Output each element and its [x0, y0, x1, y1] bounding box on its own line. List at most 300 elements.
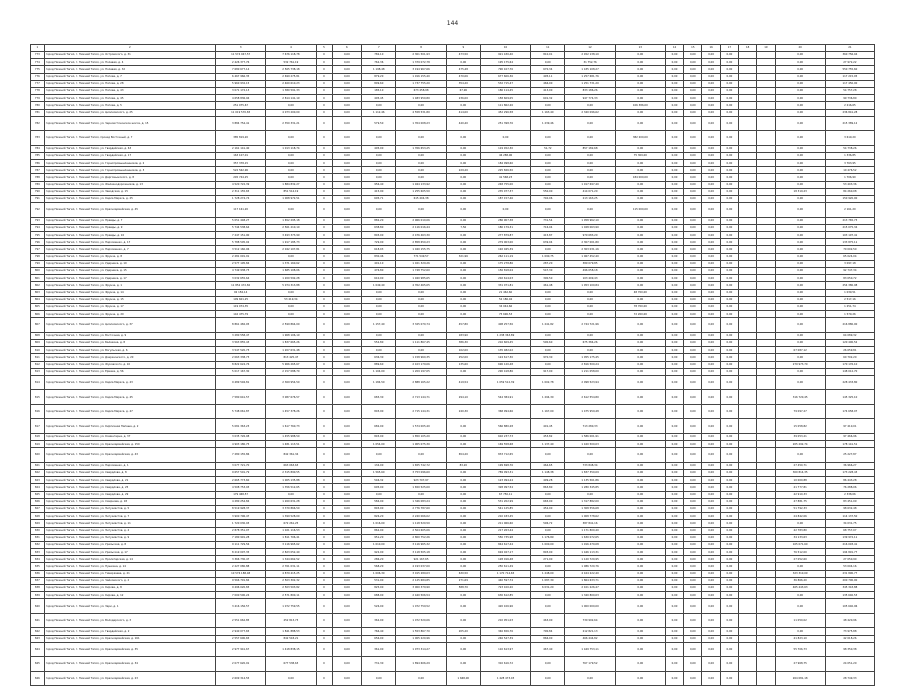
table-row — [31, 527, 875, 534]
value-cell: 499,28 — [531, 477, 565, 484]
value-cell: 0,00 — [720, 303, 738, 310]
table-row — [31, 59, 875, 66]
value-cell: 0,00 — [684, 419, 702, 434]
table-row — [31, 167, 875, 174]
value-cell: 0,00 — [332, 419, 362, 434]
value-cell: 2 557 600,65 — [216, 635, 266, 642]
table-row — [31, 477, 875, 484]
value-cell: 1 917 185,73 — [266, 239, 316, 246]
value-cell: 0,00 — [684, 563, 702, 570]
value-cell: 0,00 — [396, 347, 446, 354]
value-cell: 0,00 — [615, 253, 665, 260]
value-cell: 0,00 — [446, 145, 480, 152]
value-cell: 216 609,45 — [480, 340, 530, 347]
value-cell: 98 632,48 — [825, 505, 874, 512]
value-cell: 0,00 — [665, 289, 683, 296]
value-cell: 0,00 — [332, 66, 362, 73]
value-cell: 0,00 — [665, 253, 683, 260]
value-cell: 1 884 832,27 — [266, 181, 316, 188]
value-cell: 552,80 — [362, 340, 396, 347]
value-cell: 2 440 506,54 — [396, 592, 446, 599]
value-cell: 0,00 — [775, 109, 825, 116]
value-cell: 205 292,74 — [775, 441, 825, 448]
row-number-cell: 825 — [31, 491, 45, 498]
value-cell: 271,69 — [446, 577, 480, 584]
value-cell — [757, 311, 775, 318]
value-cell: 1 170 714,65 — [480, 570, 530, 577]
value-cell: 67 750,11 — [480, 491, 530, 498]
value-cell: 0 — [316, 657, 332, 672]
value-cell: 1 017 697,40 — [565, 181, 615, 188]
value-cell: 0,00 — [332, 174, 362, 181]
value-cell: 8 822 624,76 — [216, 361, 266, 368]
value-cell: 0,00 — [531, 203, 565, 218]
value-cell: 0,00 — [531, 671, 565, 686]
table-row — [31, 628, 875, 635]
value-cell: 1 894 606,29 — [396, 657, 446, 672]
value-cell: 0,00 — [266, 289, 316, 296]
value-cell: 3 763,95 — [825, 160, 874, 167]
value-cell: 1 163,40 — [531, 109, 565, 116]
table-row — [31, 318, 875, 333]
value-cell: 3 753 096,60 — [396, 470, 446, 477]
address-cell: город Нижний Тагил, г. Нижний Тагил, ул. Смирнова, д. 18 — [44, 498, 215, 505]
value-cell: 0,00 — [332, 657, 362, 672]
address-cell: город Нижний Тагил, г. Нижний Тагил, ул. Заводская, д. 15 — [44, 188, 215, 195]
value-cell: 1 002,78 — [531, 375, 565, 390]
value-cell: 0,00 — [702, 527, 720, 534]
value-cell: 0,00 — [332, 181, 362, 188]
value-cell: 0,00 — [702, 484, 720, 491]
value-cell: 27 050,90 — [825, 556, 874, 563]
value-cell: 1 837 665,26 — [266, 340, 316, 347]
value-cell: 0,00 — [720, 635, 738, 642]
value-cell: 0,00 — [720, 340, 738, 347]
value-cell: 2 713 144,71 — [396, 390, 446, 405]
value-cell: 1 864 633,71 — [565, 577, 615, 584]
value-cell: 117 161,20 — [216, 203, 266, 218]
value-cell: 0,00 — [702, 296, 720, 303]
value-cell: 142 475,79 — [216, 311, 266, 318]
row-number-cell: 819 — [31, 441, 45, 448]
value-cell: 0,00 — [362, 448, 396, 463]
value-cell: 0,00 — [446, 477, 480, 484]
table-row — [31, 368, 875, 375]
value-cell: 0,00 — [775, 592, 825, 599]
value-cell: 921 430,40 — [480, 52, 530, 59]
value-cell: 213 765,73 — [825, 217, 874, 224]
table-row — [31, 390, 875, 405]
value-cell: 0,00 — [332, 318, 362, 333]
value-cell: 21 462,60 — [480, 289, 530, 296]
value-cell: 0,00 — [332, 462, 362, 469]
value-cell: 0,00 — [720, 253, 738, 260]
value-cell: 0 — [316, 116, 332, 131]
table-row — [31, 570, 875, 577]
value-cell — [739, 613, 757, 628]
value-cell: 0 — [316, 246, 332, 253]
table-row — [31, 642, 875, 657]
value-cell: 0,00 — [665, 671, 683, 686]
value-cell: 8 219 097,35 — [216, 549, 266, 556]
value-cell — [757, 404, 775, 419]
value-cell: 0,00 — [332, 556, 362, 563]
value-cell: 0 — [316, 95, 332, 102]
value-cell: 0 — [316, 59, 332, 66]
value-cell: 0,00 — [446, 491, 480, 498]
value-cell: 0 — [316, 491, 332, 498]
value-cell — [739, 260, 757, 267]
value-cell: 1 055 175,45 — [565, 354, 615, 361]
value-cell: 382 200,00 — [615, 131, 665, 146]
value-cell — [757, 577, 775, 584]
value-cell: 178 141,51 — [825, 441, 874, 448]
value-cell: 6 031,20 — [531, 585, 565, 592]
value-cell: 0 — [316, 642, 332, 657]
value-cell: 0,00 — [684, 296, 702, 303]
value-cell: 917,00 — [531, 368, 565, 375]
value-cell: 733 848,34 — [565, 462, 615, 469]
value-cell: 0,00 — [702, 671, 720, 686]
value-cell: 0,00 — [702, 174, 720, 181]
value-cell: 0,00 — [684, 570, 702, 577]
value-cell: 452 813,73 — [266, 613, 316, 628]
value-cell: 0,00 — [332, 282, 362, 289]
value-cell: 0,00 — [720, 224, 738, 231]
column-number-cell: 8 — [396, 45, 446, 52]
value-cell: 0,00 — [720, 73, 738, 80]
column-number-row — [31, 45, 875, 52]
value-cell: 4 164 222,40 — [565, 570, 615, 577]
value-cell: 72 200,00 — [615, 311, 665, 318]
row-number-cell: 813 — [31, 368, 45, 375]
value-cell: 0,00 — [565, 160, 615, 167]
value-cell: 0,00 — [266, 102, 316, 109]
value-cell: 0,00 — [665, 260, 683, 267]
value-cell: 0,00 — [702, 152, 720, 159]
value-cell: 879,20 — [362, 73, 396, 80]
value-cell: 2 307 001,80 — [565, 239, 615, 246]
value-cell — [739, 59, 757, 66]
address-cell: город Нижний Тагил, г. Нижний Тагил, ул. Попова, д. 28 — [44, 80, 215, 87]
value-cell: 0,00 — [665, 116, 683, 131]
value-cell: 1 090,75 — [531, 253, 565, 260]
value-cell: 83,20 — [446, 462, 480, 469]
value-cell: 4 749 938,73 — [216, 268, 266, 275]
value-cell: 0,00 — [702, 375, 720, 390]
table-row — [31, 66, 875, 73]
value-cell: 0 — [316, 563, 332, 570]
value-cell: 0,00 — [446, 268, 480, 275]
value-cell: 979 683,20 — [565, 232, 615, 239]
value-cell: 0,00 — [702, 217, 720, 224]
value-cell: 0,00 — [332, 260, 362, 267]
value-cell: 0,00 — [684, 505, 702, 512]
value-cell: 2 157 088,70 — [266, 368, 316, 375]
value-cell: 48 420,96 — [825, 613, 874, 628]
value-cell: 1 317 882,00 — [565, 498, 615, 505]
value-cell: 1 255 605,50 — [396, 188, 446, 195]
value-cell: 362,00 — [362, 613, 396, 628]
value-cell: 0,00 — [332, 498, 362, 505]
value-cell: 0,00 — [446, 657, 480, 672]
value-cell: 0,00 — [702, 167, 720, 174]
table-row — [31, 491, 875, 498]
value-cell: 1 446 113,31 — [565, 549, 615, 556]
value-cell: 0,00 — [775, 116, 825, 131]
row-number-cell: 817 — [31, 419, 45, 434]
value-cell: 0,00 — [332, 513, 362, 520]
value-cell: 0,00 — [446, 556, 480, 563]
value-cell — [739, 188, 757, 195]
value-cell: 0,00 — [720, 174, 738, 181]
table-row — [31, 52, 875, 59]
value-cell: 0,00 — [775, 599, 825, 614]
value-cell: 0,00 — [665, 563, 683, 570]
row-number-cell: 783 — [31, 131, 45, 146]
value-cell — [739, 541, 757, 548]
value-cell — [757, 585, 775, 592]
value-cell: 1 016,00 — [362, 520, 396, 527]
value-cell — [757, 470, 775, 477]
page-number: 144 — [446, 20, 459, 27]
value-cell: 0,00 — [702, 513, 720, 520]
value-cell: 0 — [316, 340, 332, 347]
value-cell: 0,00 — [720, 145, 738, 152]
value-cell: 0,00 — [362, 289, 396, 296]
value-cell — [757, 116, 775, 131]
value-cell — [757, 289, 775, 296]
value-cell: 532 715,47 — [480, 80, 530, 87]
value-cell: 0 — [316, 354, 332, 361]
value-cell — [739, 239, 757, 246]
value-cell: 36 866,20 — [775, 577, 825, 584]
value-cell: 2 315 890,55 — [266, 470, 316, 477]
value-cell: 0,00 — [720, 181, 738, 188]
value-cell: 809,60 — [362, 80, 396, 87]
value-cell — [739, 332, 757, 339]
value-cell: 0,00 — [665, 628, 683, 635]
value-cell: 544 384,91 — [480, 390, 530, 405]
value-cell — [757, 188, 775, 195]
address-cell: город Нижний Тагил, г. Нижний Тагил, ул. Энтузиастов, д. 5 — [44, 505, 215, 512]
value-cell: 9 566 791,84 — [216, 577, 266, 584]
value-cell: 0,00 — [684, 268, 702, 275]
value-cell: 106 386,00 — [615, 102, 665, 109]
value-cell: 0,00 — [775, 448, 825, 463]
value-cell: 0,00 — [665, 541, 683, 548]
value-cell: 0,00 — [702, 642, 720, 657]
value-cell: 0,00 — [565, 332, 615, 339]
value-cell: 638,80 — [362, 224, 396, 231]
value-cell: 1 481 113,51 — [266, 441, 316, 448]
value-cell — [757, 375, 775, 390]
row-number-cell: 832 — [31, 541, 45, 548]
row-number-cell: 781 — [31, 109, 45, 116]
value-cell — [739, 505, 757, 512]
value-cell — [757, 167, 775, 174]
row-number-cell: 843 — [31, 635, 45, 642]
value-cell: 0,00 — [332, 268, 362, 275]
value-cell: 1 399 528,00 — [266, 513, 316, 520]
value-cell: 0 — [316, 66, 332, 73]
value-cell: 1 737 755,20 — [396, 80, 446, 87]
row-number-cell: 840 — [31, 599, 45, 614]
value-cell: 4 073 200,00 — [266, 109, 316, 116]
value-cell: 0,00 — [775, 275, 825, 282]
value-cell: 5 748 061,87 — [216, 404, 266, 419]
value-cell: 0,00 — [665, 613, 683, 628]
value-cell: 0,00 — [665, 361, 683, 368]
value-cell: 0,00 — [720, 354, 738, 361]
value-cell: 0,00 — [362, 102, 396, 109]
value-cell: 1 586 001,91 — [565, 433, 615, 440]
value-cell: 124 617,30 — [480, 354, 530, 361]
value-cell: 28 749,33 — [825, 671, 874, 686]
table-row — [31, 260, 875, 267]
value-cell: 579,50 — [362, 116, 396, 131]
row-number-cell: 790 — [31, 188, 45, 195]
value-cell — [757, 484, 775, 491]
value-cell: 605,71 — [362, 196, 396, 203]
value-cell: 0,00 — [332, 275, 362, 282]
value-cell: 0,00 — [332, 152, 362, 159]
value-cell: 0,00 — [446, 563, 480, 570]
value-cell — [757, 534, 775, 541]
value-cell: 2 565 738,18 — [266, 66, 316, 73]
value-cell: 0,00 — [684, 541, 702, 548]
value-cell: 0,00 — [775, 239, 825, 246]
value-cell: 10 000,88 — [775, 477, 825, 484]
value-cell: 0,00 — [665, 131, 683, 146]
value-cell: 550 755,60 — [825, 66, 874, 73]
value-cell: 0,00 — [720, 152, 738, 159]
value-cell: 3 512 160,06 — [216, 246, 266, 253]
value-cell: 236,00 — [446, 95, 480, 102]
address-cell: город Нижний Тагил, г. Нижний Тагил, ул. Ударника, д. 15 — [44, 268, 215, 275]
value-cell — [739, 181, 757, 188]
value-cell: 1 058 962,10 — [565, 217, 615, 224]
value-cell: 97 466,96 — [825, 433, 874, 440]
value-cell: 0,00 — [775, 52, 825, 59]
value-cell: 0,00 — [720, 289, 738, 296]
value-cell: 0,00 — [615, 109, 665, 116]
value-cell: 0,00 — [332, 116, 362, 131]
value-cell: 0,00 — [446, 181, 480, 188]
value-cell: 419,54 — [446, 375, 480, 390]
value-cell: 0,00 — [775, 203, 825, 218]
value-cell — [739, 95, 757, 102]
value-cell — [739, 513, 757, 520]
value-cell — [739, 80, 757, 87]
value-cell: 0,00 — [446, 441, 480, 448]
value-cell: 0 — [316, 160, 332, 167]
value-cell: 212 821,13 — [565, 628, 615, 635]
address-cell: город Нижний Тагил, г. Нижний Тагил, ул. Энтузиастов, д. 9 — [44, 534, 215, 541]
address-cell: город Нижний Тагил, г. Нижний Тагил, ул. Дзержинского, д. 20 — [44, 354, 215, 361]
value-cell: 0,00 — [446, 196, 480, 203]
value-cell: 2 227 080,88 — [216, 563, 266, 570]
value-cell: 183,90 — [446, 332, 480, 339]
value-cell: 158 609,05 — [480, 95, 530, 102]
value-cell: 0,00 — [684, 145, 702, 152]
row-number-cell: 828 — [31, 513, 45, 520]
value-cell: 473,50 — [446, 52, 480, 59]
value-cell: 882,20 — [362, 217, 396, 224]
value-cell: 9 111 729,56 — [216, 541, 266, 548]
value-cell — [757, 491, 775, 498]
value-cell — [757, 599, 775, 614]
value-cell: 0,00 — [332, 613, 362, 628]
value-cell: 0 — [316, 232, 332, 239]
value-cell: 1 251,74 — [825, 303, 874, 310]
value-cell: 3 032 655,64 — [216, 275, 266, 282]
value-cell: 1 650 525,00 — [396, 484, 446, 491]
value-cell: 0,00 — [615, 549, 665, 556]
value-cell: 1 241,82 — [531, 318, 565, 333]
value-cell: 2 077 620,91 — [216, 657, 266, 672]
value-cell: 694 027,17 — [480, 549, 530, 556]
value-cell: 0,00 — [531, 513, 565, 520]
value-cell: 5 960 932,15 — [216, 80, 266, 87]
table-row — [31, 145, 875, 152]
value-cell: 1 728 274,74 — [216, 196, 266, 203]
value-cell: 531,00 — [362, 577, 396, 584]
row-number-cell: 830 — [31, 527, 45, 534]
value-cell — [757, 433, 775, 440]
value-cell — [739, 441, 757, 448]
value-cell: 0,00 — [615, 368, 665, 375]
row-number-cell: 845 — [31, 657, 45, 672]
value-cell: 110 613,97 — [480, 642, 530, 657]
value-cell: 1 006,30 — [362, 570, 396, 577]
value-cell: 0,00 — [665, 188, 683, 195]
value-cell: 345 343,88 — [825, 585, 874, 592]
table-row — [31, 217, 875, 224]
value-cell: 0,00 — [332, 232, 362, 239]
row-number-cell: 814 — [31, 375, 45, 390]
address-cell: город Нижний Тагил, г. Нижний Тагил, ул. Фрунзе, д. 17 — [44, 303, 215, 310]
value-cell: 1 251 731,20 — [565, 80, 615, 87]
value-cell: 0 — [316, 404, 332, 419]
value-cell: 0 — [316, 556, 332, 563]
row-number-cell: 782 — [31, 116, 45, 131]
address-cell: город Нижний Тагил, г. Нижний Тагил, ул. Попова, д. 43 — [44, 87, 215, 94]
value-cell: 0,00 — [702, 404, 720, 419]
value-cell: 0,00 — [720, 577, 738, 584]
value-cell: 0,00 — [332, 347, 362, 354]
value-cell: 0,00 — [615, 534, 665, 541]
value-cell: 0,00 — [615, 556, 665, 563]
value-cell: 200 700,00 — [825, 577, 874, 584]
value-cell: 83 050,72 — [825, 275, 874, 282]
value-cell: 467,40 — [531, 642, 565, 657]
address-cell: город Нижний Тагил, г. Нижний Тагил, ул. Пархоменко, д. 17 — [44, 239, 215, 246]
value-cell: 262 111,19 — [480, 253, 530, 260]
value-cell: 54 738,26 — [825, 145, 874, 152]
value-cell: 0,00 — [332, 527, 362, 534]
value-cell — [739, 534, 757, 541]
value-cell: 0,00 — [565, 102, 615, 109]
value-cell: 0,00 — [684, 282, 702, 289]
value-cell: 1 940 985,65 — [396, 275, 446, 282]
value-cell: 0,00 — [684, 239, 702, 246]
value-cell — [739, 160, 757, 167]
value-cell — [739, 145, 757, 152]
value-cell — [757, 541, 775, 548]
address-cell: город Нижний Тагил, г. Нижний Тагил, ул. Железнодорожников, д. 13 — [44, 181, 215, 188]
value-cell: 476,80 — [362, 268, 396, 275]
